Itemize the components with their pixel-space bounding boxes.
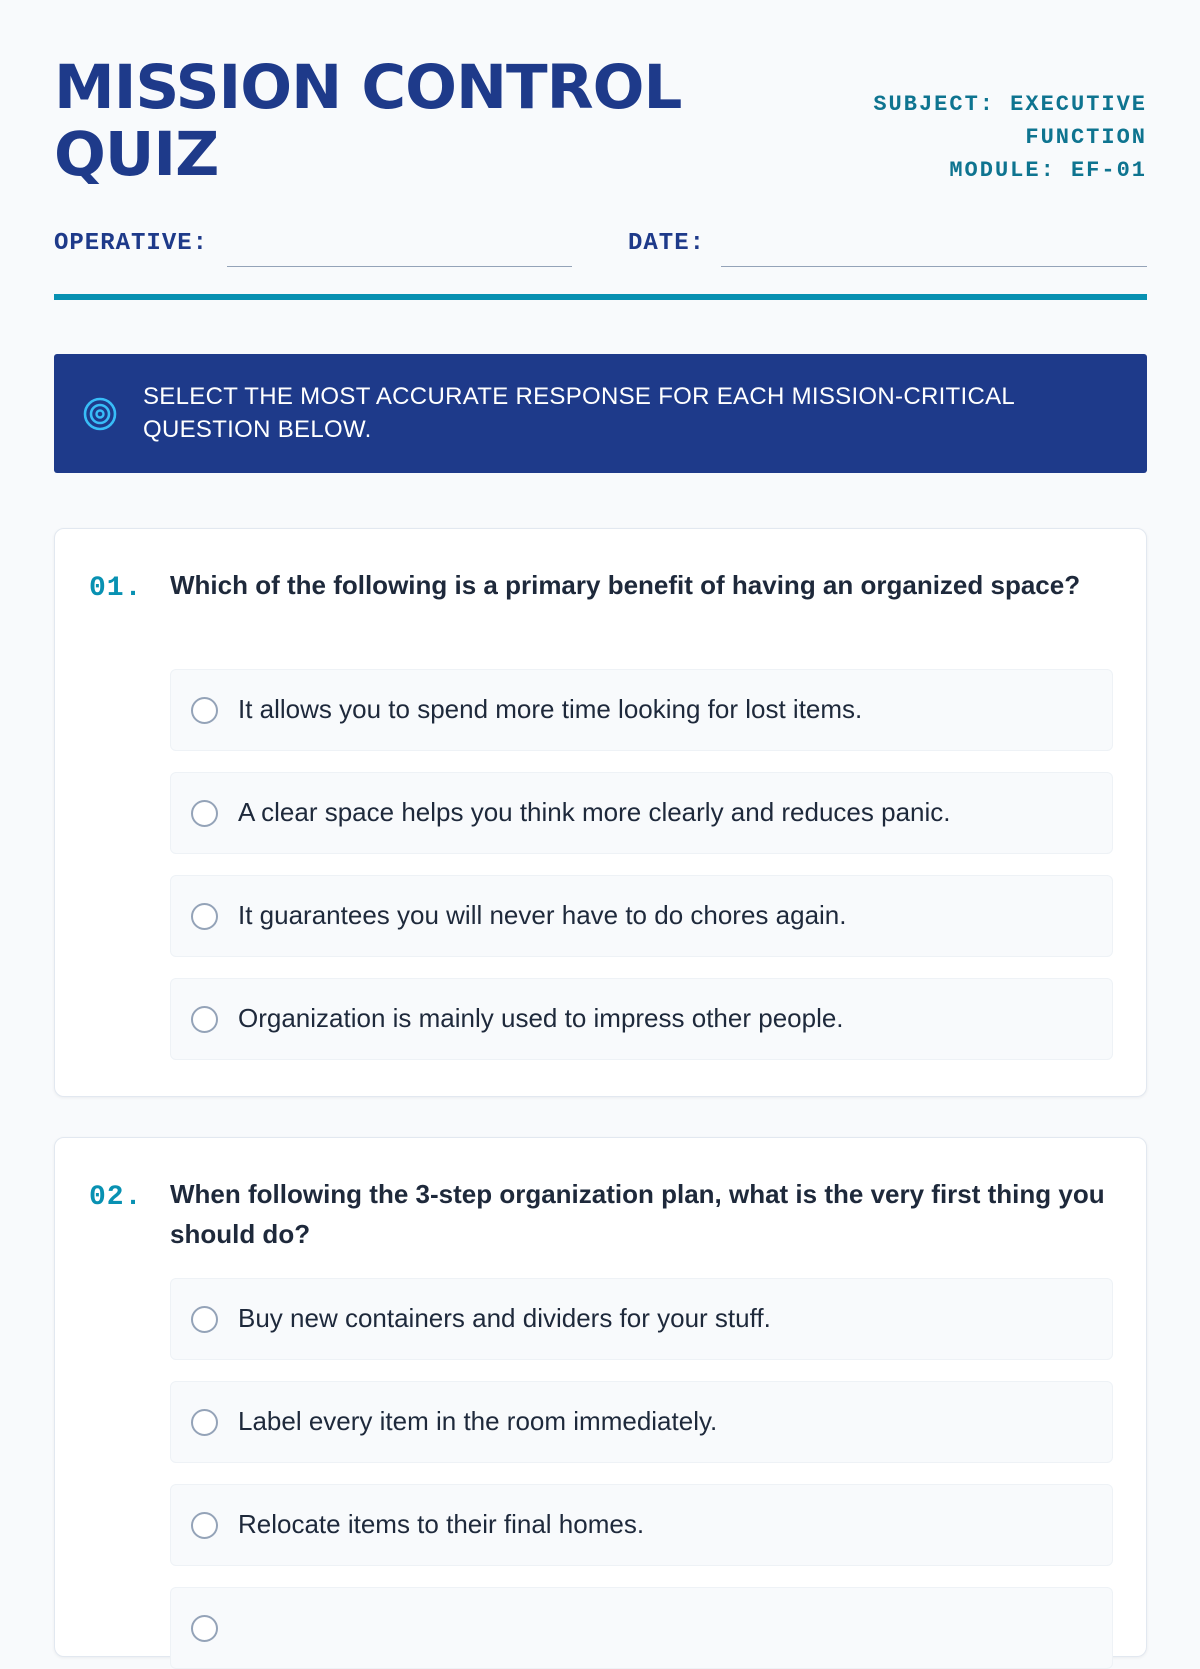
instructions-text: SELECT THE MOST ACCURATE RESPONSE FOR EACH MISSION-CRITICAL QUESTION BELOW. <box>143 383 1015 443</box>
answer-option[interactable] <box>170 1484 1113 1566</box>
subject-line: SUBJECT: EXECUTIVE FUNCTION <box>873 92 1147 150</box>
answer-option[interactable] <box>170 1381 1113 1463</box>
radio-button[interactable] <box>191 1006 218 1033</box>
question-number: 01. <box>89 573 143 604</box>
operative-label: OPERATIVE: <box>54 230 209 257</box>
date-field[interactable] <box>721 266 1147 267</box>
answer-text: Label every item in the room immediately. <box>238 1406 718 1436</box>
radio-button[interactable] <box>191 1306 218 1333</box>
question-card-1 <box>54 528 1147 1097</box>
answer-option[interactable] <box>170 669 1113 751</box>
radio-button[interactable] <box>191 800 218 827</box>
radio-button[interactable] <box>191 1512 218 1539</box>
target-icon <box>82 396 118 432</box>
answer-text: It allows you to spend more time looking for lost items. <box>238 694 863 724</box>
header-divider <box>54 294 1147 300</box>
operative-field[interactable] <box>227 266 572 267</box>
answer-option[interactable] <box>170 875 1113 957</box>
radio-button[interactable] <box>191 903 218 930</box>
answer-option[interactable] <box>170 1587 1113 1669</box>
quiz-page <box>54 0 1147 1539</box>
answer-option[interactable] <box>170 1278 1113 1360</box>
instructions-banner <box>54 354 1147 473</box>
date-label: DATE: <box>628 230 706 257</box>
answer-text: It guarantees you will never have to do chores again. <box>238 900 847 930</box>
radio-button[interactable] <box>191 697 218 724</box>
radio-button[interactable] <box>191 1409 218 1436</box>
answer-text: Organization is mainly used to impress other people. <box>238 1003 844 1033</box>
question-number: 02. <box>89 1182 143 1213</box>
module-line: MODULE: EF-01 <box>949 158 1147 183</box>
question-text: When following the 3-step organization plan, what is the very first thing you should do? <box>170 1179 1105 1249</box>
answer-text: Relocate items to their final homes. <box>238 1509 645 1539</box>
answer-text: A clear space helps you think more clearly and reduces panic. <box>238 797 951 827</box>
answer-option[interactable] <box>170 772 1113 854</box>
page-title: MISSION CONTROL QUIZ <box>54 52 682 190</box>
answer-option[interactable] <box>170 978 1113 1060</box>
answer-text: Buy new containers and dividers for your stuff. <box>238 1303 771 1333</box>
quiz-header <box>54 0 1147 190</box>
radio-button[interactable] <box>191 1615 218 1642</box>
question-card-2 <box>54 1137 1147 1657</box>
quiz-meta <box>827 88 1147 187</box>
info-fields <box>54 226 1147 268</box>
question-text: Which of the following is a primary benefit of having an organized space? <box>170 570 1081 600</box>
